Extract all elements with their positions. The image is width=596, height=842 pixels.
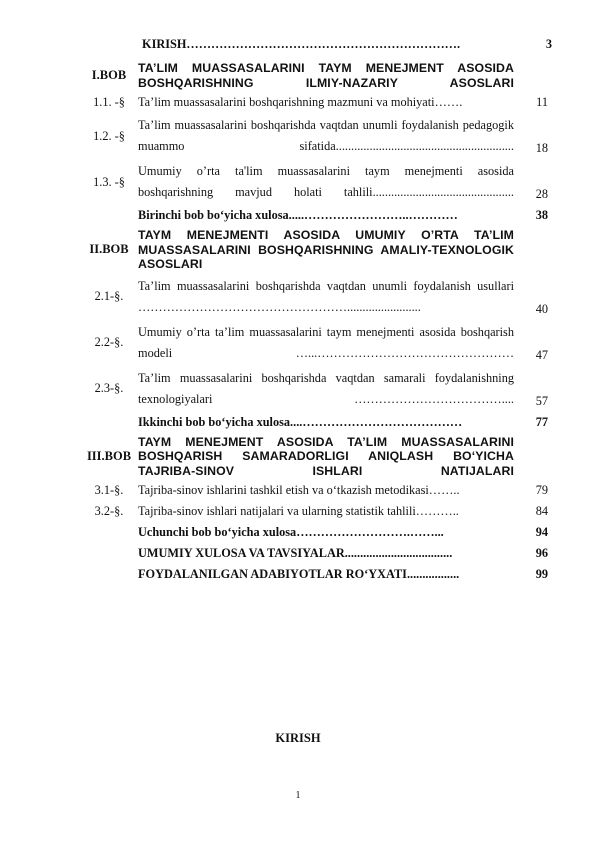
toc-title: Umumiy o’rta ta’lim muassasalarini taym menejmenti asosida boshqarish modeli …...………………………………………… (138, 324, 514, 360)
toc-row (80, 276, 550, 318)
toc-label: III.BOB (86, 448, 132, 463)
toc-row (80, 94, 550, 111)
toc-title: FOYDALANILGAN ADABIYOTLAR RO‘YXATI................. (138, 567, 460, 581)
toc-page-number: 40 (535, 301, 548, 316)
toc-page-number: 57 (535, 393, 548, 408)
toc-title: TAYM MENEJMENT ASOSIDA TA’LIM MUASSASALARINI BOSHQARISH SAMARADORLIGI ANIQLASH BO‘YICHA TAJRIBA-SINOV ISHLARI NATIJALARI (138, 434, 514, 478)
toc-row (80, 566, 550, 583)
toc-title: Umumiy o’rta ta'lim muassasalarini taym menejmenti asosida boshqarishning mavjud holati tahlili.............................................. (138, 164, 514, 199)
toc-label: 3.1-§. (94, 483, 124, 497)
toc-label: 2.1-§. (94, 289, 124, 303)
toc-label: 1.3. -§ (93, 174, 125, 189)
toc-page-number: 28 (535, 187, 548, 201)
toc-title: Tajriba-sinov ishlari natijalari va ularning statistik tahlili……….. (138, 504, 459, 518)
toc-row (80, 482, 550, 499)
toc-page-number: 96 (535, 546, 548, 560)
toc-row (80, 524, 550, 541)
toc-label: I.BOB (91, 68, 127, 82)
toc-title: KIRISH…………………………………………………………. (142, 37, 461, 51)
toc-title: Tajriba-sinov ishlarini tashkil etish va o‘tkazish metodikasi…….. (138, 483, 460, 497)
toc-title: TA’LIM MUASSASALARINI TAYM MENEJMENT ASOSIDA BOSHQARISHNING ILMIY-NAZARIY ASOSLARI (138, 61, 514, 90)
toc-page-number: 38 (535, 208, 548, 222)
toc-row (80, 161, 550, 203)
toc-row (80, 545, 550, 562)
toc-page-number: 3 (545, 37, 552, 51)
toc-page-number: 79 (535, 483, 548, 497)
toc-page-number: 47 (535, 347, 548, 362)
toc-title: Ikkinchi bob bo‘yicha xulosa....………………………………… (138, 414, 463, 429)
toc-page-number: 11 (536, 95, 548, 109)
toc-row (80, 228, 550, 272)
toc-title: Ta’lim muassasalarini boshqarishda vaqtdan unumli foydalanish pedagogik muammo sifatida.......................................................... (138, 118, 514, 153)
toc-title: Ta’lim muassasalarini boshqarishda vaqtdan samarali foydalanishning texnologiyalari ……………………………….... (138, 370, 514, 406)
table-of-contents (80, 36, 550, 587)
toc-label: 1.2. -§ (93, 128, 125, 143)
toc-title: TAYM MENEJMENTI ASOSIDA UMUMIY O’RTA TA’LIM MUASSASALARINI BOSHQARISHNING AMALIY-TEXNOLOGIK ASOSLARI (138, 228, 514, 271)
toc-row (80, 435, 550, 479)
toc-title: Ta’lim muassasalarini boshqarishning mazmuni va mohiyati……. (138, 95, 463, 109)
toc-page-number: 18 (535, 141, 548, 155)
toc-row (80, 36, 550, 53)
toc-label: 1.1. -§ (93, 95, 125, 109)
page-number: 1 (295, 790, 301, 801)
toc-row (80, 503, 550, 520)
toc-row (80, 61, 550, 90)
toc-row (80, 414, 550, 431)
toc-title: Uchunchi bob bo‘yicha xulosa……………………….……... (138, 525, 444, 539)
toc-row (80, 115, 550, 157)
toc-title: UMUMIY XULOSA VA TAVSIYALAR................................... (138, 546, 453, 560)
toc-label: 2.2-§. (94, 335, 124, 349)
section-heading: KIRISH (275, 731, 321, 745)
toc-page-number: 77 (535, 414, 548, 429)
toc-title: Ta’lim muassasalarini boshqarishda vaqtdan unumli foydalanish usullari ……………………………………………........................ (138, 278, 514, 314)
toc-page-number: 84 (535, 504, 548, 518)
toc-page-number: 99 (535, 567, 548, 581)
toc-label: 2.3-§. (94, 381, 124, 395)
toc-row (80, 207, 550, 224)
toc-label: II.BOB (89, 242, 129, 257)
toc-page-number: 94 (535, 525, 548, 539)
toc-row (80, 368, 550, 410)
toc-title: Birinchi bob bo‘yicha xulosa.....……………………..………… (138, 208, 458, 222)
toc-row (80, 322, 550, 364)
toc-label: 3.2-§. (94, 504, 124, 518)
